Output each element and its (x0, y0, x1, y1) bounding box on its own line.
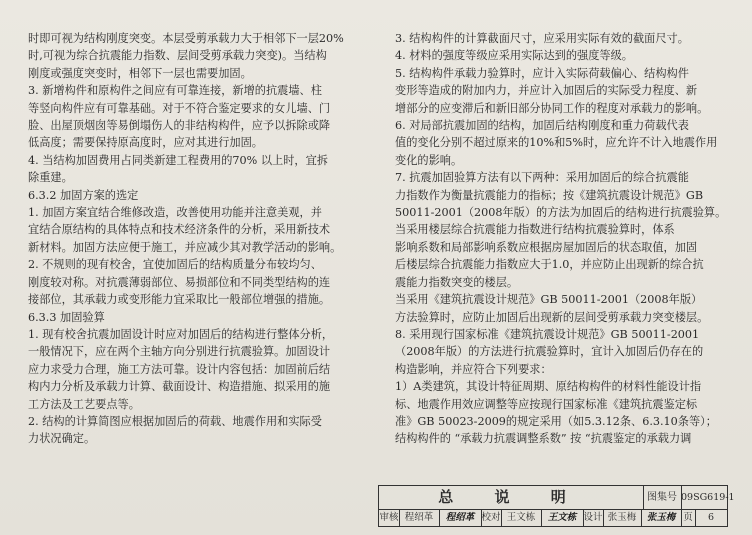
check-label: 校对 (481, 509, 502, 526)
text-line: 6. 对局部抗震加固的结构，加固后结构刚度和重力荷载代表 (395, 119, 689, 133)
text-line: 刚度或强度突变时，相邻下一层也需要加固。 (28, 66, 252, 80)
text-line: 准》GB 50023-2009的规定采用（如5.3.12条、6.3.10条等）； (395, 414, 717, 428)
design-label: 设计 (583, 509, 604, 526)
right-text-column (395, 30, 725, 448)
atlas-number-label: 图集号 (643, 486, 682, 509)
text-line: 6.3.2 加固方案的选定 (28, 188, 139, 202)
title-block (378, 485, 735, 527)
reviewer-name: 程绍革 (399, 509, 440, 526)
text-line: 3. 结构构件的计算截面尺寸，应采用实际有效的截面尺寸。 (395, 32, 689, 45)
designer-signature: 张玉梅 (641, 509, 682, 526)
text-line: 工方法及工艺要点等。 (28, 397, 140, 411)
text-line: 标、地震作用效应调整等应按现行国家标准《建筑抗震鉴定标 (395, 397, 698, 411)
text-line: 构内力分析及承载力计算、截面设计、构造措施、拟采用的施 (28, 380, 331, 394)
page-label: 页 (681, 509, 696, 526)
text-line: 一般情况下，应在两个主轴方向分别进行抗震验算。加固设计 (28, 345, 331, 359)
text-line: 后楼层综合抗震能力指数应大于1.0，并应防止出现新的综合抗 (395, 258, 704, 272)
text-line: 当采用楼层综合抗震能力指数进行结构抗震验算时，体系 (395, 223, 675, 237)
text-line: 变形等造成的附加内力，并应计入加固后的实际受力程度、新 (395, 84, 698, 98)
text-line: 变化的影响。 (395, 153, 463, 167)
text-line: 力指数作为衡量抗震能力的指标；按《建筑抗震设计规范》GB (395, 188, 704, 202)
text-line: 接部位，其承载力或变形能力宜采取比一般部位增强的措施。 (28, 293, 331, 307)
text-line: 宜结合原结构的具体特点和技术经济条件的分析，采用新技术 (28, 223, 331, 237)
checker-signature: 王文栋 (541, 509, 584, 526)
left-text-column (28, 30, 368, 448)
text-line: 1）A类建筑，其设计特征周期、原结构构件的材料性能设计指 (395, 380, 702, 394)
text-line: 当采用《建筑抗震设计规范》GB 50011-2001（2008年版） (395, 293, 703, 307)
text-line: 方法验算时，应防止加固后出现新的层间受剪承载力突变楼层。 (395, 310, 709, 324)
text-line: 值的变化分别不超过原来的10%和5%时，应允许不计入地震作用 (395, 136, 718, 150)
text-line: 结构构件的 “承载力抗震调整系数” 按 “抗震鉴定的承载力调 (395, 432, 692, 446)
title-block-row-signatures (379, 509, 727, 526)
text-line: 50011-2001（2008年版）的方法为加固后的结构进行抗震验算。 (395, 206, 727, 220)
drawing-title: 总 说 明 (379, 486, 644, 509)
text-line: 影响系数和局部影响系数应根据房屋加固后的状态取值，加固 (395, 240, 698, 254)
checker-name: 王文栋 (501, 509, 542, 526)
text-line: 1. 加固方案宜结合维修改造，改善使用功能并注意美观，并 (28, 206, 322, 220)
atlas-number: 09SG619-1 (681, 492, 735, 503)
text-line: 力状况确定。 (28, 432, 96, 446)
text-line: 2. 不规则的现有校舍，宜使加固后的结构质量分布较均匀、 (28, 258, 322, 272)
text-line: 时,可视为综合抗震能力指数、层间受剪承载力突变)。当结构 (28, 49, 327, 63)
title-block-row-top (379, 486, 735, 510)
review-label: 审核 (379, 509, 400, 526)
text-line: 3. 新增构件和原构件之间应有可靠连接，新增的抗震墙、柱 (28, 84, 322, 98)
text-line: 构造影响，并应符合下列要求： (395, 362, 552, 376)
text-line: 2. 结构的计算简图应根据加固后的荷载、地震作用和实际受 (28, 414, 322, 428)
text-line: （2008年版）的方法进行抗震验算时，宜计入加固后仍存在的 (395, 345, 704, 359)
text-line: 等竖向构件应有可靠基础。对于不符合鉴定要求的女儿墙、门 (28, 101, 331, 115)
designer-name: 张玉梅 (603, 509, 642, 526)
text-line: 7. 抗震加固验算方法有以下两种：采用加固后的综合抗震能 (395, 171, 689, 185)
text-line: 除重建。 (28, 171, 73, 185)
text-line: 1. 现有校舍抗震加固设计时应对加固后的结构进行整体分析， (28, 327, 334, 341)
reviewer-signature: 程绍革 (439, 509, 482, 526)
text-line: 6.3.3 加固验算 (28, 310, 105, 324)
text-line: 新材料。加固方法应便于施工，并应减少其对教学活动的影响。 (28, 240, 342, 254)
page-number: 6 (707, 512, 715, 523)
text-line: 脸、出屋顶烟囱等易倒塌伤人的非结构构件，应予以拆除或降 (28, 119, 331, 133)
text-line: 8. 采用现行国家标准《建筑抗震设计规范》GB 50011-2001 (395, 327, 700, 341)
text-line: 5. 结构构件承载力验算时，应计入实际荷载偏心、结构构件 (395, 66, 689, 80)
text-line: 刚度较对称。对抗震薄弱部位、易损部位和不同类型结构的连 (28, 275, 331, 289)
text-line: 4. 当结构加固费用占同类新建工程费用的70% 以上时，宜拆 (28, 153, 328, 167)
text-line: 增部分的应变滞后和新旧部分协同工作的程度对承载力的影响。 (395, 101, 709, 115)
text-line: 震能力指数突变的楼层。 (395, 275, 519, 289)
text-line: 应力求受力合理，施工方法可靠。设计内容包括：加固前后结 (28, 362, 331, 376)
text-line: 4. 材料的强度等级应采用实际达到的强度等级。 (395, 49, 633, 63)
text-line: 时即可视为结构刚度突变。本层受剪承载力大于相邻下一层20% (28, 32, 344, 45)
text-line: 低高度；需要保持原高度时，应对其进行加固。 (28, 136, 263, 150)
